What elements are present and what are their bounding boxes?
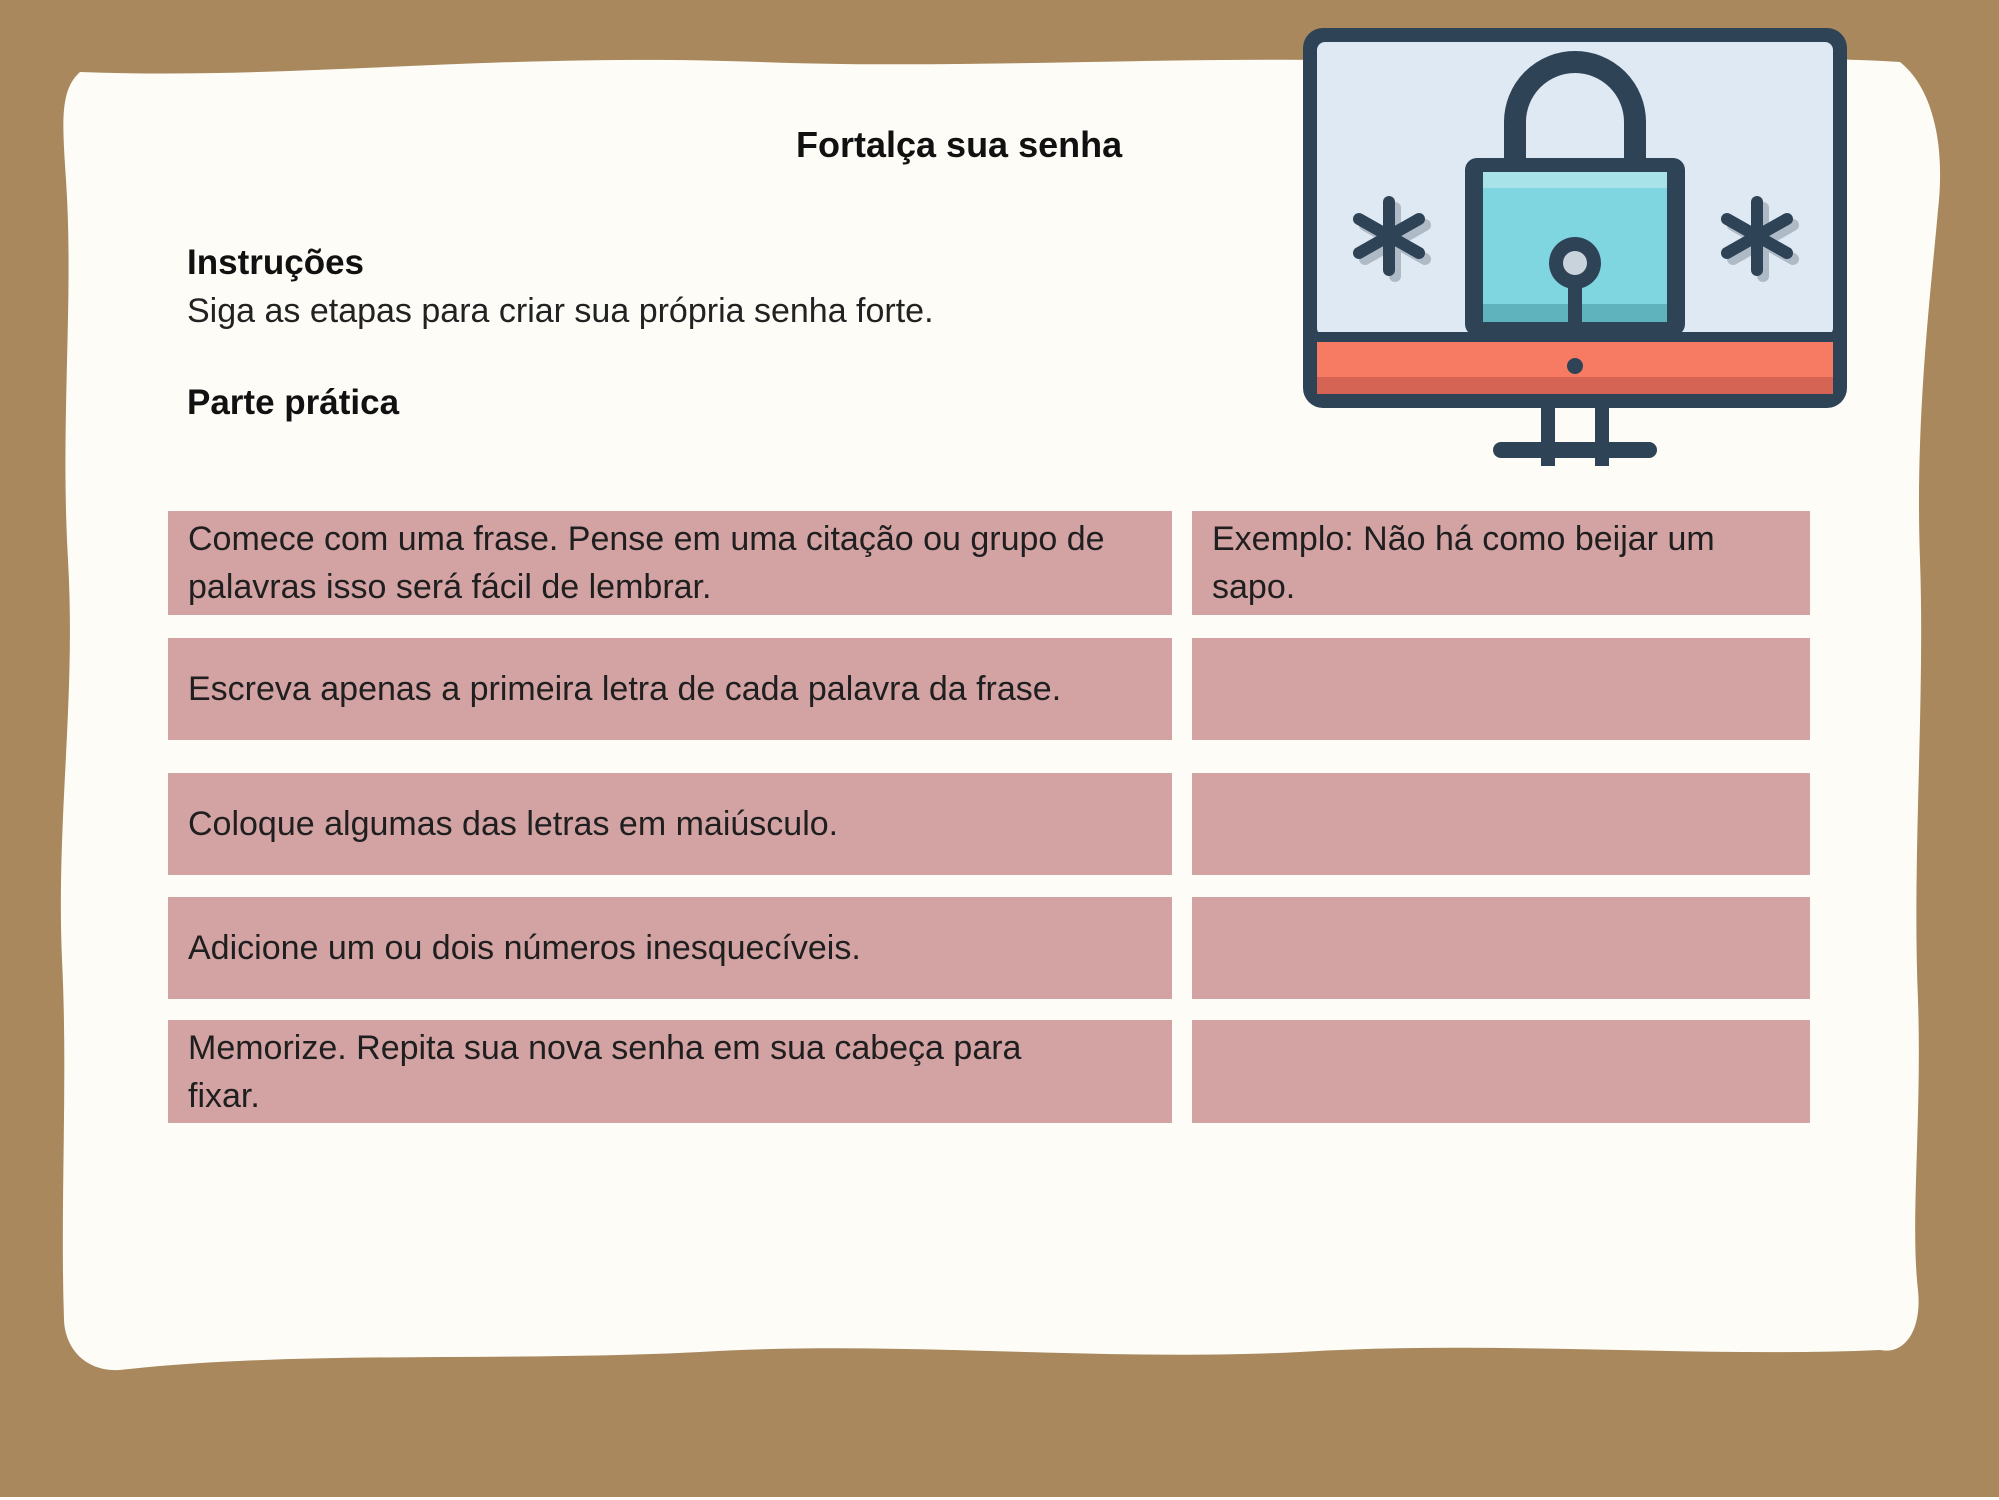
instructions-heading: Instruções [187,243,364,282]
practice-heading: Parte prática [187,383,400,422]
answer-cell-1[interactable]: Exemplo: Não há como beijar um sapo. [1192,511,1810,615]
monitor-padlock-icon [1297,22,1853,466]
answer-cell-5[interactable] [1192,1020,1810,1123]
step-cell-2 [168,638,1172,740]
page-title: Fortalça sua senha [796,124,1123,165]
step-cell-4 [168,897,1172,999]
step-cell-1: Comece com uma frase. Pense em uma citação ou grupo de palavras isso será fácil de lembrar. [168,511,1172,615]
step-text-2: Escreva apenas a primeira letra de cada palavra da frase. [188,670,1062,708]
step-text-4: Adicione um ou dois números inesquecíveis. [188,929,861,967]
step-text-3: Coloque algumas das letras em maiúsculo. [188,805,839,843]
answer-cell-4[interactable] [1192,897,1810,999]
step-cell-3 [168,773,1172,875]
answer-cell-3[interactable] [1192,773,1810,875]
answer-cell-2[interactable] [1192,638,1810,740]
instructions-text: Siga as etapas para criar sua própria senha forte. [187,292,934,330]
step-cell-5: Memorize. Repita sua nova senha em sua cabeça para fixar. [168,1020,1172,1123]
